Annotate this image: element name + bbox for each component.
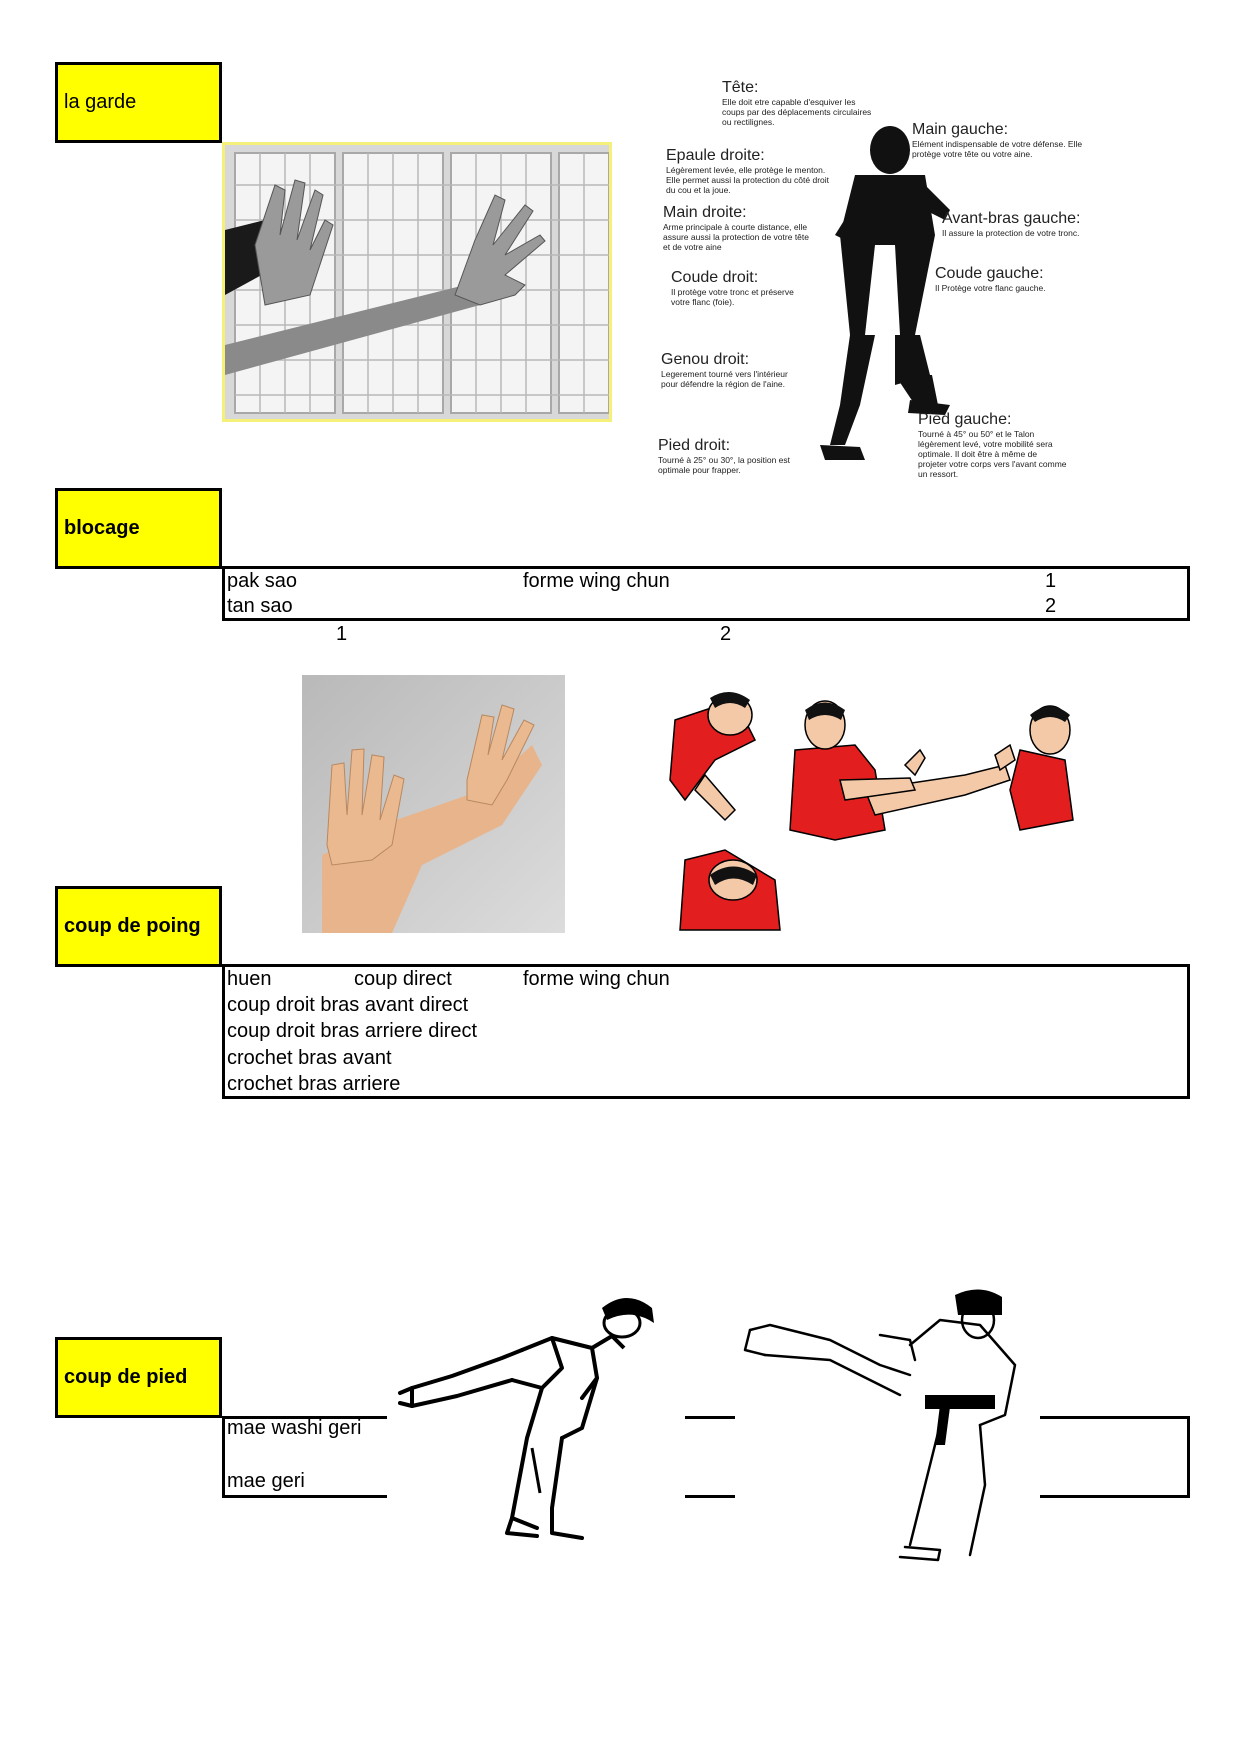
poing-row: coup droit bras avant direct (227, 994, 469, 1016)
blocage-caption-2: 2 (720, 623, 732, 645)
section-label-blocage (55, 488, 222, 569)
section-label-text: coup de pied (64, 1366, 188, 1388)
pied-table-bottom-border (1040, 1495, 1190, 1498)
annotation-coude-gauche (935, 265, 1085, 293)
pied-table-right-border (1187, 1416, 1190, 1498)
annotation-desc: Legerement tourné vers l'intérieur pour défendre la région de l'aine. (661, 369, 788, 389)
annotation-title: Coude gauche: (935, 265, 1044, 282)
annotation-title: Coude droit: (671, 269, 759, 286)
pied-row: mae washi geri (227, 1417, 362, 1439)
annotation-pied-gauche (918, 411, 1068, 479)
annotation-title: Tête: (722, 79, 759, 96)
blocage-num-2: 2 (1045, 595, 1057, 617)
annotation-coude-droit (671, 269, 811, 307)
annotation-title: Pied droit: (658, 437, 731, 454)
annotation-title: Epaule droite: (666, 147, 765, 164)
blocage-form: forme wing chun (523, 570, 670, 592)
blocage-name-1: pak sao (227, 570, 298, 592)
annotation-desc: Elément indispensable de votre défense. Elle protège votre tête ou votre aine. (912, 139, 1083, 159)
pied-table-bottom-border (685, 1495, 735, 1498)
annotation-avant-bras-gauche (942, 210, 1112, 238)
annotation-desc: Tourné à 45° ou 50° et le Talon légèrement levé, votre mobilité sera optimale. Il doit être à même de projeter votre corps vers l'avant comme un ressort. (918, 429, 1067, 479)
section-label-pied (55, 1337, 222, 1418)
annotation-title: Genou droit: (661, 351, 750, 368)
annotation-main-gauche (912, 121, 1087, 159)
poing-form: forme wing chun (523, 968, 670, 990)
annotation-desc: Il assure la protection de votre tronc. (942, 228, 1080, 238)
annotation-epaule-droite (666, 147, 836, 195)
poing-row: coup droit bras arriere direct (227, 1020, 478, 1042)
section-label-garde (55, 62, 222, 143)
section-label-poing (55, 886, 222, 967)
annotation-desc: Arme principale à courte distance, elle assure aussi la protection de votre tête et de votre aine (663, 222, 809, 252)
mae-geri-drawing (740, 1285, 1040, 1575)
annotation-desc: Tourné à 25° ou 30°, la position est optimale pour frapper. (658, 455, 791, 475)
annotation-genou-droit (661, 351, 806, 389)
annotation-desc: Elle doit etre capable d'esquiver les coups par des déplacements circulaires ou rectilignes. (722, 97, 872, 127)
section-label-text: coup de poing (64, 915, 201, 937)
pied-table-top-border (1040, 1416, 1190, 1419)
poing-row: crochet bras arriere (227, 1073, 401, 1095)
pied-table-bottom-border (222, 1495, 387, 1498)
poing-name-1: huen (227, 968, 272, 990)
annotation-main-droite (663, 204, 813, 252)
poing-row: crochet bras avant (227, 1047, 392, 1069)
annotation-title: Main gauche: (912, 121, 1009, 138)
annotation-desc: Il Protège votre flanc gauche. (935, 283, 1046, 293)
section-label-text: blocage (64, 517, 140, 539)
pied-row: mae geri (227, 1470, 305, 1492)
section-label-text: la garde (64, 91, 137, 113)
mae-washi-geri-drawing (392, 1288, 662, 1548)
annotation-title: Avant-bras gauche: (942, 210, 1081, 227)
blocage-name-2: tan sao (227, 595, 293, 617)
pied-table-left-border (222, 1416, 225, 1498)
pak-sao-photo (302, 675, 565, 933)
annotation-desc: Il protège votre tronc et préserve votre flanc (foie). (671, 287, 794, 307)
guard-hands-photo (222, 142, 612, 422)
annotation-pied-droit (658, 437, 803, 475)
annotation-desc: Légèrement levée, elle protège le menton. Elle permet aussi la protection du côté droit du cou et la joue. (666, 165, 830, 195)
annotation-title: Pied gauche: (918, 411, 1012, 428)
guard-stance-diagram (650, 75, 1115, 490)
blocage-caption-1: 1 (336, 623, 348, 645)
blocage-num-1: 1 (1045, 570, 1057, 592)
annotation-title: Main droite: (663, 204, 747, 221)
poing-desc-1: coup direct (354, 968, 452, 990)
tan-sao-figures (665, 680, 1085, 935)
annotation-tete (722, 79, 872, 127)
pied-table-top-border (685, 1416, 735, 1419)
